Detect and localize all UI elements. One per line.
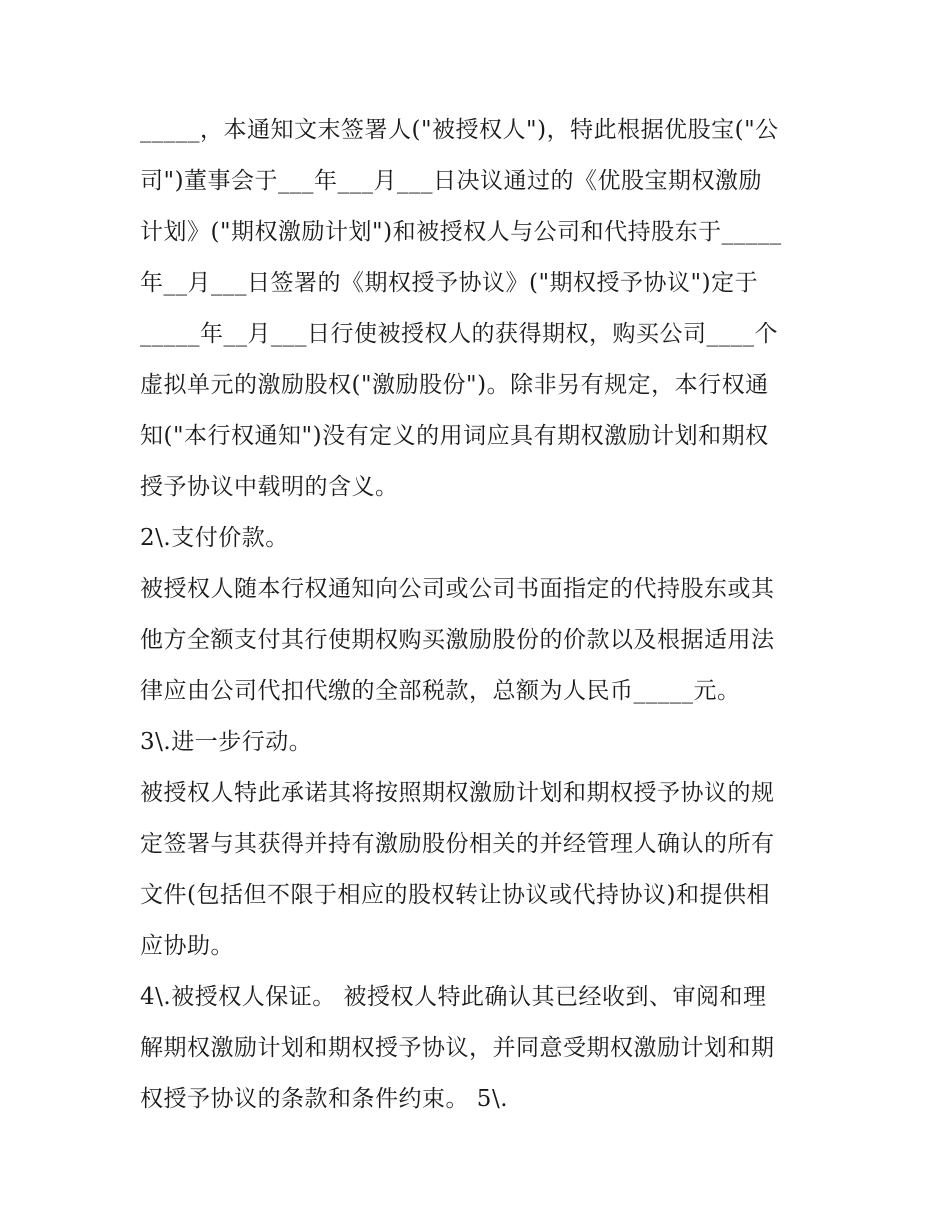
text-line: 应协助。 (140, 933, 234, 959)
text-line: 知("本行权通知")没有定义的用词应具有期权激励计划和期权 (140, 423, 769, 449)
text-line: 被授权人特此承诺其将按照期权激励计划和期权授予协议的规 (140, 780, 775, 806)
section-heading: 3\.进一步行动。 (140, 729, 313, 755)
text-line: 年__月___日签署的《期权授予协议》("期权授予协议")定于 (140, 270, 759, 296)
text-line: 他方全额支付其行使期权购买激励股份的价款以及根据适用法 (140, 627, 775, 653)
document-body (140, 105, 820, 1125)
text-line: 虚拟单元的激励股权("激励股份")。除非另有规定，本行权通 (140, 372, 769, 398)
text-line: 律应由公司代扣代缴的全部税款，总额为人民币_____元。 (140, 678, 741, 704)
text-line: 计划》("期权激励计划")和被授权人与公司和代持股东于_____ (140, 219, 782, 245)
text-line: 权授予协议的条款和条件约束。 5\. (140, 1086, 509, 1112)
section-heading: 4\.被授权人保证。 被授权人特此确认其已经收到、审阅和理 (140, 984, 767, 1010)
section-heading: 2\.支付价款。 (140, 525, 289, 551)
text-line: 被授权人随本行权通知向公司或公司书面指定的代持股东或其 (140, 576, 775, 602)
text-line: 授予协议中载明的含义。 (140, 474, 399, 500)
text-line: _____年__月___日行使被授权人的获得期权，购买公司____个 (140, 321, 778, 347)
text-line: 解期权激励计划和期权授予协议，并同意受期权激励计划和期 (140, 1035, 775, 1061)
text-line: _____，本通知文末签署人("被授权人")，特此根据优股宝("公 (140, 117, 779, 143)
text-line: 定签署与其获得并持有激励股份相关的并经管理人确认的所有 (140, 831, 775, 857)
text-line: 文件(包括但不限于相应的股权转让协议或代持协议)和提供相 (140, 882, 770, 908)
text-line: 司")董事会于___年___月___日决议通过的《优股宝期权激励 (140, 168, 763, 194)
